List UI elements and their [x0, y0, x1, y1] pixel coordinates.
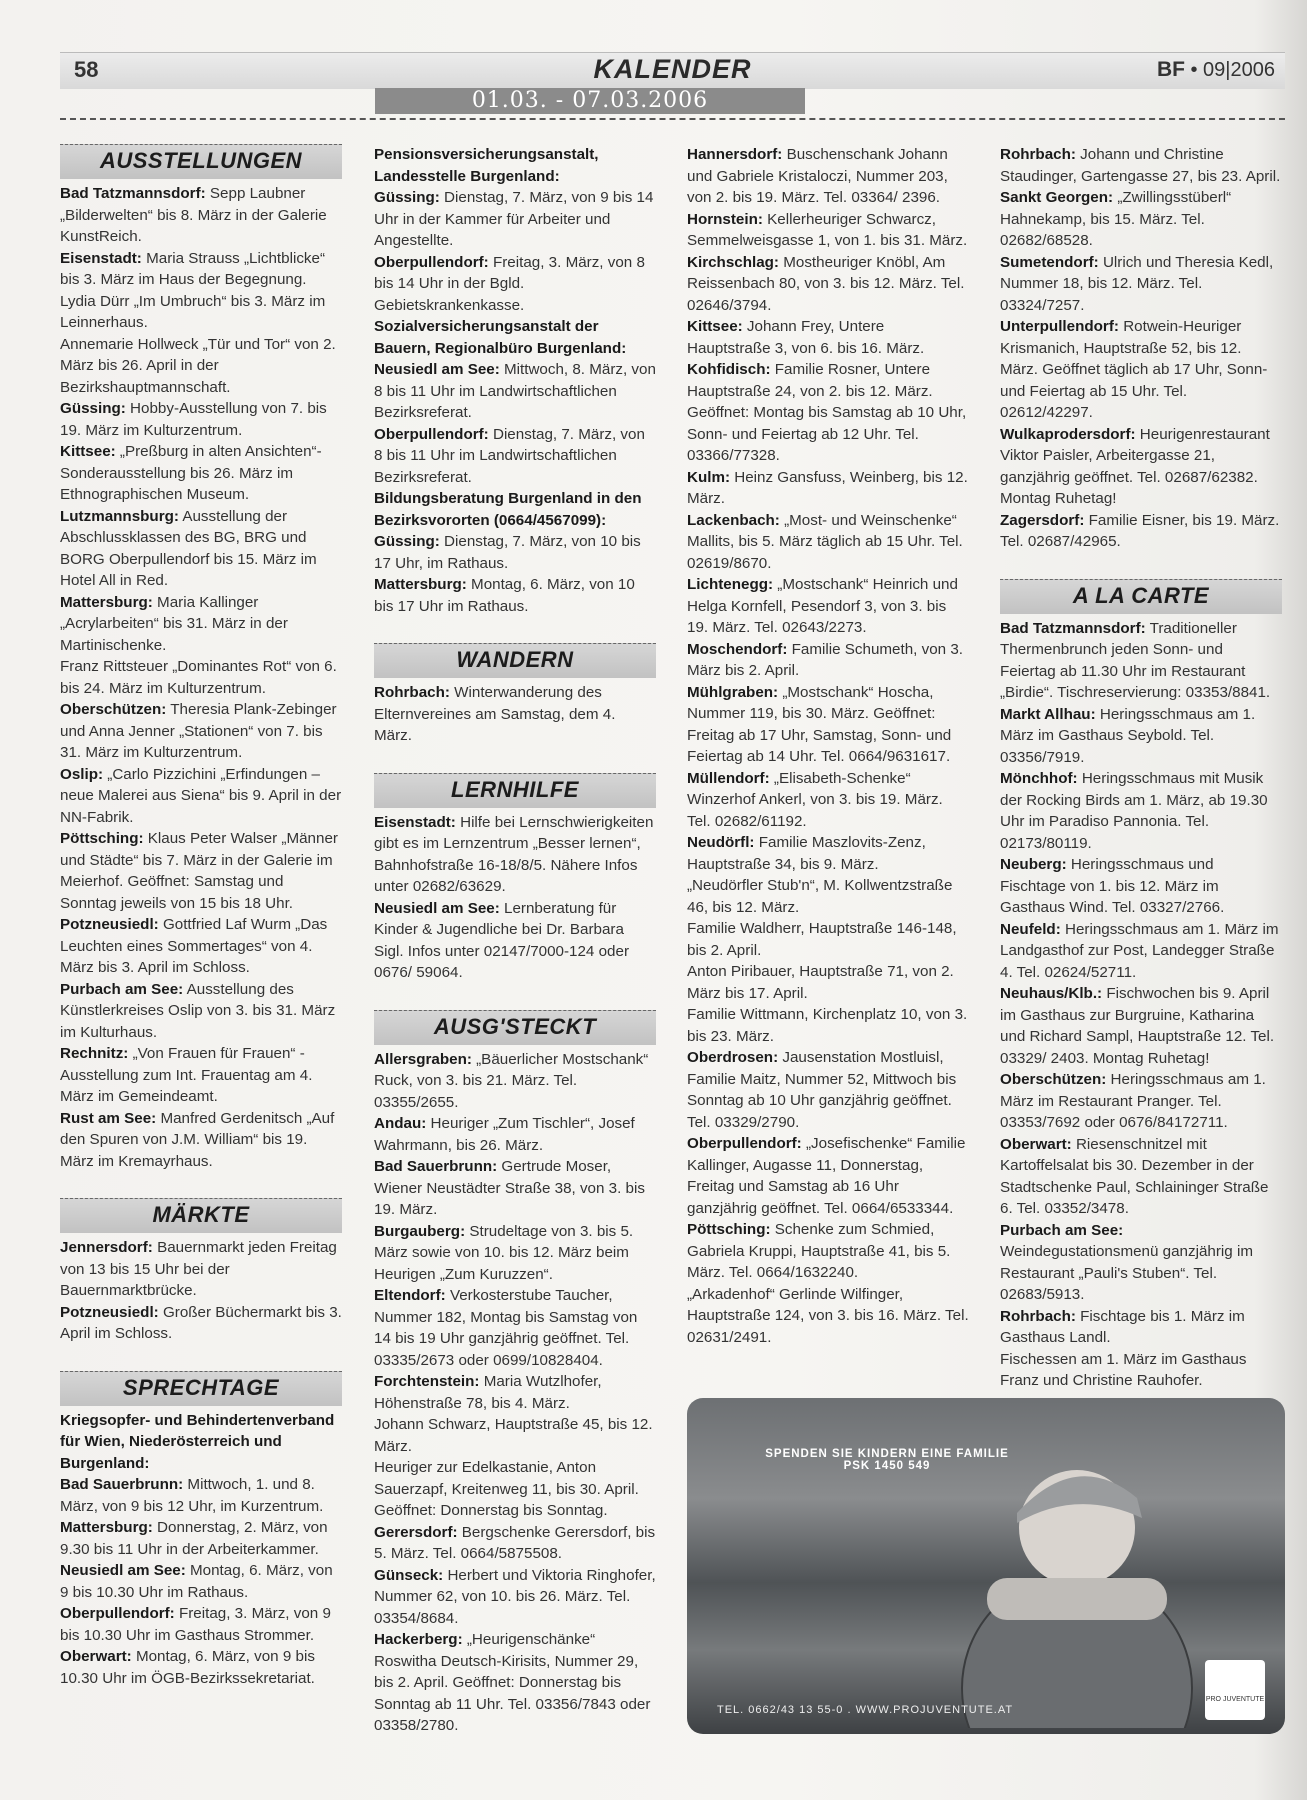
calendar-entry	[374, 1371, 656, 1414]
section-heading-ausstellungen: AUSSTELLUNGEN	[60, 144, 342, 179]
calendar-entry	[1000, 424, 1282, 510]
calendar-entry	[60, 291, 342, 334]
entry-location: Oberpullendorf:	[374, 425, 489, 443]
entry-text: Winterwanderung des Elternvereines am Samstag, dem 4. März.	[374, 684, 616, 744]
entry-text: „Mostschank“ Hoscha, Nummer 119, bis 30. März. Geöffnet: Freitag ab 17 Uhr, Samstag, Sonn- und Feiertag ab 14 Uhr. Tel. 0664/9631617.	[687, 683, 952, 765]
calendar-entry	[374, 316, 656, 359]
entry-location: Allersgraben:	[374, 1050, 472, 1068]
entry-location: Oberwart:	[1000, 1135, 1072, 1153]
entry-location: Neuberg:	[1000, 856, 1067, 873]
calendar-entry	[60, 979, 342, 1044]
entry-location: Andau:	[374, 1115, 427, 1132]
entry-text: „Bäuerlicher Mostschank“ Ruck, von 3. bis 21. März. Tel. 03355/2655.	[374, 1050, 649, 1111]
calendar-entry	[60, 1043, 342, 1108]
entry-text: Familie Rosner, Untere Hauptstraße 24, von 2. bis 12. März. Geöffnet: Montag bis Samstag ab 10 Uhr, Sonn- und Feiertag ab 12 Uhr. Tel. 03366/77328.	[687, 361, 967, 464]
section-gap	[374, 984, 656, 1010]
entry-location: Oslip:	[60, 765, 104, 783]
entry-text: Lydia Dürr „Im Umbruch“ bis 3. März im Leinnerhaus.	[60, 292, 326, 331]
calendar-entry	[60, 506, 342, 592]
calendar-entry	[1000, 1134, 1282, 1220]
entry-location: Moschendorf:	[687, 640, 788, 658]
entry-text: Heringsschmaus am 1. März im Gasthaus Seybold. Tel. 03356/7919.	[1000, 705, 1256, 766]
calendar-entry	[374, 1113, 656, 1156]
entry-location: Lutzmannsburg:	[60, 507, 179, 525]
calendar-entry	[60, 1237, 342, 1302]
entry-text: „Arkadenhof“ Gerlinde Wilfinger, Hauptstraße 124, von 3. bis 16. März. Tel. 02631/2491.	[687, 1285, 969, 1346]
entry-location: Neusiedl am See:	[374, 899, 500, 917]
calendar-entry	[374, 1049, 656, 1114]
calendar-entry	[374, 424, 656, 489]
entry-text: Gottfried Laf Wurm „Das Leuchten eines Sommertages“ von 4. März bis 3. April im Schloss.	[60, 916, 328, 976]
entry-text: Maria Strauss „Lichtblicke“ bis 3. März im Haus der Begegnung.	[60, 249, 326, 288]
calendar-entry	[1000, 704, 1282, 769]
entry-text: „Heurigenschänke“ Roswitha Deutsch-Kirisits, Nummer 29, bis 2. April. Geöffnet: Donnerstag bis Sonntag ab 11 Uhr. Tel. 03356/7843 oder 03358/2780.	[374, 1631, 651, 1734]
calendar-entry	[374, 144, 656, 187]
entry-text: Dienstag, 7. März, von 8 bis 11 Uhr im Landwirtschaftlichen Bezirksreferat.	[374, 425, 645, 486]
entry-location: Rohrbach:	[374, 684, 450, 701]
entry-text: Heringsschmaus am 1. März im Landgasthof zur Post, Landegger Straße 4. Tel. 02624/52711.	[1000, 920, 1279, 981]
entry-text: Familie Wittmann, Kirchenplatz 10, von 3. bis 23. März.	[687, 1006, 968, 1045]
calendar-entry	[374, 252, 656, 317]
entry-text: Dienstag, 7. März, von 10 bis 17 Uhr, im Rathaus.	[374, 533, 641, 572]
section-heading-ausg-steckt: AUSG'STECKT	[374, 1010, 656, 1045]
calendar-entry	[1000, 854, 1282, 919]
calendar-entry	[1000, 618, 1282, 704]
entry-location: Neudörfl:	[687, 834, 755, 851]
entry-text: Montag, 6. März, von 10 bis 17 Uhr im Rathaus.	[374, 576, 635, 615]
entry-text: Johann und Christine Staudinger, Gartengasse 27, bis 23. April.	[1000, 146, 1281, 185]
calendar-entry	[60, 699, 342, 764]
entry-text: „Carlo Pizzichini „Erfindungen – neue Malerei aus Siena“ bis 9. April in der NN-Fabrik.	[60, 765, 342, 826]
entry-text: „Zwillingsstüberl“ Hahnekamp, bis 15. März. Tel. 02682/68528.	[1000, 189, 1232, 249]
entry-text: Sepp Laubner „Bilderwelten“ bis 8. März in der Galerie KunstReich.	[60, 185, 327, 245]
entry-text: Theresia Plank-Zebinger und Anna Jenner „Stationen“ von 7. bis 31. März im Kulturzentrum.	[60, 701, 337, 761]
entry-location: Mattersburg:	[60, 593, 153, 611]
entry-text: Freitag, 3. März, von 8 bis 14 Uhr in der Bgld. Gebietskrankenkasse.	[374, 253, 645, 314]
entry-location: Günseck:	[374, 1566, 444, 1584]
entry-location: Güssing:	[374, 189, 440, 206]
calendar-entry	[374, 1565, 656, 1630]
entry-text: „Von Frauen für Frauen“ - Ausstellung zum Int. Frauentag am 4. März im Gemeindeamt.	[60, 1045, 313, 1105]
entry-text: Manfred Gerdenitsch „Auf den Spuren von J.M. William“ bis 19. März im Kremayrhaus.	[60, 1109, 335, 1170]
entry-location: Potzneusiedl:	[60, 916, 159, 933]
calendar-entry	[60, 764, 342, 829]
entry-text: Bergschenke Gerersdorf, bis 5. März. Tel. 0664/5875508.	[374, 1523, 656, 1562]
section-gap	[1000, 553, 1282, 579]
entry-location: Burgauberg:	[374, 1222, 466, 1240]
entry-location: Purbach am See:	[1000, 1221, 1124, 1239]
entry-text: Verkosterstube Taucher, Nummer 182, Montag bis Samstag von 14 bis 19 Uhr ganzjährig geöffnet. Tel. 03335/2673 oder 0699/10828404.	[374, 1287, 638, 1369]
calendar-entry	[374, 574, 656, 617]
calendar-entry	[687, 875, 969, 918]
magazine-brand	[1157, 58, 1275, 82]
calendar-entry	[60, 1302, 342, 1345]
entry-text: „Josefischenke“ Familie Kallinger, Augasse 11, Donnerstag, Freitag und Samstag ab 16 Uhr ganzjährig geöffnet. Tel. 0664/6533344.	[687, 1135, 966, 1217]
entry-location: Rechnitz:	[60, 1045, 129, 1062]
entry-text: Familie Schumeth, von 3. März bis 2. April.	[687, 640, 963, 679]
entry-text: Fischwochen bis 9. April im Gasthaus zur Burgruine, Katharina und Richard Sampl, Hauptstraße 12. Tel. 03329/ 2403. Montag Ruhetag!	[1000, 985, 1275, 1067]
calendar-entry	[687, 1284, 969, 1349]
header-divider	[60, 118, 1285, 120]
entry-location: Mühlgraben:	[687, 683, 779, 701]
calendar-entry	[60, 914, 342, 979]
calendar-entry	[60, 1108, 342, 1173]
entry-location: Hornstein:	[687, 210, 763, 228]
calendar-entry	[687, 467, 969, 510]
entry-text: Annemarie Hollweck „Tür und Tor“ von 2. März bis 26. April in der Bezirkshauptmannschaft.	[60, 335, 336, 396]
entry-text: Mittwoch, 8. März, von 8 bis 11 Uhr im Landwirtschaftlichen Bezirksreferat.	[374, 361, 656, 421]
entry-text: Ausstellung des Künstlerkreises Oslip von 3. bis 31. März im Kulturhaus.	[60, 980, 336, 1041]
column-4	[1000, 144, 1282, 1392]
calendar-entry	[60, 1646, 342, 1689]
section-gap	[374, 747, 656, 773]
entry-location: Kriegsopfer- und Behindertenverband für Wien, Niederösterreich und Burgenland:	[60, 1411, 335, 1472]
entry-text: Heinz Gansfuss, Weinberg, bis 12. März.	[687, 468, 968, 507]
entry-location: Lackenbach:	[687, 511, 780, 529]
calendar-entry	[1000, 187, 1282, 252]
calendar-entry	[1000, 1349, 1282, 1392]
entry-text: „Mostschank“ Heinrich und Helga Kornfell, Pesendorf 3, von 3. bis 19. März. Tel. 02643/2273.	[687, 576, 958, 636]
calendar-entry	[1000, 252, 1282, 317]
section-gap	[60, 1345, 342, 1371]
entry-location: Mönchhof:	[1000, 770, 1078, 787]
calendar-entry	[374, 359, 656, 424]
calendar-entry	[60, 183, 342, 248]
entry-text: „Neudörfler Stub'n“, M. Kollwentzstraße 46, bis 12. März.	[687, 877, 953, 916]
entry-location: Neusiedl am See:	[60, 1562, 186, 1579]
entry-text: Franz Rittsteuer „Dominantes Rot“ von 6. bis 24. März im Kulturzentrum.	[60, 658, 337, 697]
column-1	[60, 144, 342, 1689]
calendar-entry	[1000, 768, 1282, 854]
column-3	[687, 144, 969, 1348]
entry-text: Familie Maszlovits-Zenz, Hauptstraße 34, bis 9. März.	[687, 834, 926, 873]
calendar-entry	[374, 1285, 656, 1371]
entry-location: Bad Tatzmannsdorf:	[60, 185, 206, 202]
entry-location: Hannersdorf:	[687, 146, 783, 163]
calendar-entry	[687, 1133, 969, 1219]
entry-location: Eltendorf:	[374, 1287, 446, 1304]
entry-location: Kulm:	[687, 468, 731, 486]
calendar-entry	[1000, 1069, 1282, 1134]
ad-line-2: PSK 1450 549	[843, 1460, 931, 1472]
calendar-entry	[687, 1047, 969, 1133]
entry-text: Rotwein-Heuriger Krismanich, Hauptstraße 52, bis 12. März. Geöffnet täglich ab 17 Uhr, Sonn- und Feiertag ab 15 Uhr. Tel. 02612/42297.	[1000, 318, 1268, 421]
entry-text: Weindegustationsmenü ganzjährig im Restaurant „Pauli's Stuben“. Tel. 02683/5913.	[1000, 1243, 1253, 1303]
child-arms	[987, 1578, 1167, 1620]
entry-location: Müllendorf:	[687, 769, 770, 787]
entry-location: Eisenstadt:	[60, 249, 142, 267]
entry-text: Riesenschnitzel mit Kartoffelsalat bis 30. Dezember in der Stadtschenke Paul, Schlaininger Straße 6. Tel. 03352/3478.	[1000, 1135, 1269, 1217]
entry-text: Familie Waldherr, Hauptstraße 146-148, bis 2. April.	[687, 920, 957, 959]
date-range: 01.03. - 07.03.2006	[375, 88, 805, 114]
calendar-entry	[1000, 1220, 1282, 1306]
ad-footer: TEL. 0662/43 13 55-0 . WWW.PROJUVENTUTE.AT	[717, 1704, 1014, 1716]
calendar-entry	[60, 1474, 342, 1517]
calendar-entry	[687, 316, 969, 359]
calendar-entry	[60, 1560, 342, 1603]
calendar-entry	[1000, 510, 1282, 553]
entry-text: „Most- und Weinschenke“ Mallits, bis 5. März täglich ab 15 Uhr. Tel. 02619/8670.	[687, 511, 963, 572]
entry-text: Hobby-Ausstellung von 7. bis 19. März im Kulturzentrum.	[60, 400, 327, 439]
brand-name: BF	[1156, 58, 1185, 81]
calendar-entry	[60, 1410, 342, 1475]
calendar-entry	[687, 1004, 969, 1047]
entry-location: Bad Sauerbrunn:	[374, 1158, 498, 1175]
page-number: 58	[74, 57, 99, 82]
calendar-entry	[374, 1457, 656, 1522]
entry-text: Anton Piribauer, Hauptstraße 71, von 2. März bis 17. April.	[687, 963, 954, 1002]
calendar-entry	[374, 1414, 656, 1457]
entry-text: Klaus Peter Walser „Männer und Städte“ bis 7. März in der Galerie im Meierhof. Geöffnet: Samstag und Sonntag jeweils von 15 bis 18 Uhr.	[60, 830, 338, 912]
entry-text: Heuriger zur Edelkastanie, Anton Sauerzapf, Kreitenweg 11, bis 30. April. Geöffnet: Donnerstag bis Sonntag.	[374, 1459, 639, 1519]
calendar-entry	[687, 209, 969, 252]
entry-text: Fischtage bis 1. März im Gasthaus Landl.	[1000, 1307, 1245, 1346]
page-header	[60, 52, 1285, 89]
entry-text: Mostheuriger Knöbl, Am Reissenbach 80, von 3. bis 12. März. Tel. 02646/3794.	[687, 253, 965, 314]
calendar-entry	[374, 898, 656, 984]
section-heading-wandern: WANDERN	[374, 643, 656, 678]
entry-location: Potzneusiedl:	[60, 1303, 159, 1321]
entry-text: Ausstellung der Abschlussklassen des BG, BRG und BORG Oberpullendorf bis 15. März im Hotel All in Red.	[60, 507, 317, 589]
entry-text: Hilfe bei Lernschwierigkeiten gibt es im Lernzentrum „Besser lernen“, Bahnhofstraße 16-18/8/5. Nähere Infos unter 02682/63629.	[374, 813, 654, 895]
calendar-entry	[687, 918, 969, 961]
child-globe-illustration	[917, 1418, 1217, 1728]
calendar-entry	[374, 488, 656, 531]
entry-location: Neusiedl am See:	[374, 361, 500, 378]
entry-location: Bildungsberatung Burgenland in den Bezirksvororten (0664/4567099):	[374, 490, 642, 529]
entry-location: Zagersdorf:	[1000, 511, 1085, 529]
entry-text: Johann Frey, Untere Hauptstraße 3, von 6. bis 16. März.	[687, 318, 925, 357]
entry-location: Pensionsversicherungsanstalt, Landesstelle Burgenland:	[374, 146, 599, 185]
section-gap	[60, 1172, 342, 1198]
section-title: KALENDER	[593, 54, 752, 84]
calendar-entry	[374, 812, 656, 898]
entry-location: Sumetendorf:	[1000, 253, 1099, 271]
section-heading-a-la-carte: A LA CARTE	[1000, 579, 1282, 614]
calendar-entry	[60, 656, 342, 699]
entry-location: Sankt Georgen:	[1000, 189, 1114, 206]
entry-location: Mattersburg:	[374, 576, 467, 593]
calendar-entry	[687, 832, 969, 875]
entry-text: Maria Wutzlhofer, Höhenstraße 78, bis 4. März.	[374, 1373, 602, 1412]
calendar-entry	[687, 144, 969, 209]
calendar-entry	[1000, 316, 1282, 424]
calendar-entry	[374, 187, 656, 252]
entry-text: Heringsschmaus am 1. März im Restaurant Pranger. Tel. 03353/7692 oder 0676/84172711.	[1000, 1071, 1266, 1131]
entry-location: Gerersdorf:	[374, 1523, 458, 1541]
entry-text: Gertrude Moser, Wiener Neustädter Straße 38, von 3. bis 19. März.	[374, 1158, 645, 1218]
entry-location: Kohfidisch:	[687, 361, 771, 378]
entry-location: Oberschützen:	[60, 701, 167, 718]
calendar-entry	[1000, 1306, 1282, 1349]
entry-text: Dienstag, 7. März, von 9 bis 14 Uhr in der Kammer für Arbeiter und Angestellte.	[374, 189, 654, 249]
entry-location: Sozialversicherungsanstalt der Bauern, Regionalbüro Burgenland:	[374, 318, 627, 357]
entry-location: Pöttsching:	[60, 830, 144, 847]
calendar-entry	[60, 828, 342, 914]
entry-text: Großer Büchermarkt bis 3. April im Schloss.	[60, 1303, 342, 1342]
calendar-entry	[1000, 983, 1282, 1069]
calendar-entry	[60, 398, 342, 441]
calendar-entry	[687, 574, 969, 639]
calendar-entry	[687, 768, 969, 833]
calendar-entry	[60, 592, 342, 657]
calendar-entry	[1000, 144, 1282, 187]
entry-location: Oberpullendorf:	[687, 1135, 802, 1152]
entry-text: Heringsschmaus und Fischtage von 1. bis 12. März im Gasthaus Wind. Tel. 03327/2766.	[1000, 856, 1225, 916]
entry-text: Ulrich und Theresia Kedl, Nummer 18, bis 12. März. Tel. 03324/7257.	[1000, 253, 1274, 314]
entry-text: Mittwoch, 1. und 8. März, von 9 bis 12 Uhr, im Kurzentrum.	[60, 1476, 324, 1515]
entry-text: Schenke zum Schmied, Gabriela Kruppi, Hauptstraße 41, bis 5. März. Tel. 0664/1632240.	[687, 1221, 951, 1281]
entry-location: Güssing:	[374, 533, 440, 550]
calendar-entry	[1000, 919, 1282, 984]
calendar-entry	[687, 510, 969, 575]
calendar-entry	[374, 682, 656, 747]
entry-text: „Elisabeth-Schenke“ Winzerhof Ankerl, von 3. bis 19. März. Tel. 02682/61192.	[687, 769, 943, 830]
calendar-entry	[687, 682, 969, 768]
entry-text: Fischessen am 1. März im Gasthaus Franz und Christine Rauhofer.	[1000, 1350, 1247, 1389]
entry-location: Kittsee:	[687, 318, 743, 335]
entry-location: Hackerberg:	[374, 1631, 463, 1648]
calendar-entry	[374, 1522, 656, 1565]
entry-text: Montag, 6. März, von 9 bis 10.30 Uhr im ÖGB-Bezirkssekretariat.	[60, 1648, 315, 1687]
section-heading-m-rkte: MÄRKTE	[60, 1198, 342, 1233]
entry-text: Maria Kallinger „Acrylarbeiten“ bis 31. März in der Martinischenke.	[60, 593, 288, 654]
column-2	[374, 144, 656, 1737]
entry-location: Oberdrosen:	[687, 1049, 779, 1066]
entry-location: Purbach am See:	[60, 980, 184, 998]
entry-text: Donnerstag, 2. März, von 9.30 bis 11 Uhr in der Arbeiterkammer.	[60, 1519, 328, 1558]
entry-location: Pöttsching:	[687, 1221, 771, 1238]
entry-text: Bauernmarkt jeden Freitag von 13 bis 15 Uhr bei der Bauernmarktbrücke.	[60, 1239, 337, 1299]
entry-text: Traditioneller Thermenbrunch jeden Sonn- und Feiertag ab 11.30 Uhr im Restaurant „Birdie“. Tischreservierung: 03353/8841.	[1000, 619, 1271, 701]
entry-text: Jausenstation Mostluisl, Familie Maitz, Nummer 52, Mittwoch bis Sonntag ab 10 Uhr ganzjährig geöffnet. Tel. 03329/2790.	[687, 1049, 957, 1131]
calendar-entry	[687, 1219, 969, 1284]
calendar-entry	[374, 1221, 656, 1286]
entry-location: Jennersdorf:	[60, 1239, 153, 1256]
advertisement	[687, 1398, 1285, 1734]
calendar-entry	[687, 961, 969, 1004]
entry-location: Kirchschlag:	[687, 253, 779, 271]
calendar-entry	[687, 252, 969, 317]
issue-number: • 09|2006	[1190, 59, 1275, 81]
calendar-entry	[374, 1156, 656, 1221]
entry-location: Neuhaus/Klb.:	[1000, 985, 1103, 1002]
entry-text: Kellerheuriger Schwarcz, Semmelweisgasse 1, von 1. bis 31. März.	[687, 210, 968, 249]
entry-location: Eisenstadt:	[374, 813, 456, 831]
calendar-entry	[60, 1517, 342, 1560]
entry-location: Mattersburg:	[60, 1519, 153, 1536]
calendar-entry	[374, 531, 656, 574]
entry-location: Markt Allhau:	[1000, 705, 1096, 723]
entry-text: Montag, 6. März, von 9 bis 10.30 Uhr im Rathaus.	[60, 1562, 333, 1601]
section-gap	[374, 617, 656, 643]
entry-location: Unterpullendorf:	[1000, 318, 1119, 335]
entry-location: Oberpullendorf:	[60, 1605, 175, 1622]
entry-text: Heringsschmaus mit Musik der Rocking Birds am 1. März, ab 19.30 Uhr im Paradiso Pannonia. Tel. 02173/80119.	[1000, 770, 1268, 852]
section-heading-lernhilfe: LERNHILFE	[374, 773, 656, 808]
entry-location: Kittsee:	[60, 443, 116, 460]
entry-text: Heurigenrestaurant Viktor Paisler, Arbeitergasse 21, ganzjährig geöffnet. Tel. 02687/62382. Montag Ruhetag!	[1000, 425, 1270, 507]
entry-location: Neufeld:	[1000, 920, 1061, 938]
entry-text: Buschenschank Johann und Gabriele Kristaloczi, Nummer 203, von 2. bis 19. März. Tel. 03364/ 2396.	[687, 146, 948, 206]
entry-text: Lernberatung für Kinder & Jugendliche bei Dr. Barbara Sigl. Infos unter 02147/7000-124 oder 0676/ 59064.	[374, 899, 629, 981]
entry-location: Rust am See:	[60, 1109, 157, 1127]
calendar-entry	[60, 441, 342, 506]
entry-location: Bad Tatzmannsdorf:	[1000, 619, 1146, 637]
calendar-entry	[60, 248, 342, 291]
calendar-entry	[60, 1603, 342, 1646]
calendar-entry	[60, 334, 342, 399]
entry-text: Strudeltage von 3. bis 5. März sowie von 10. bis 12. März beim Heurigen „Zum Kuruzzen“.	[374, 1222, 634, 1283]
entry-text: Herbert und Viktoria Ringhofer, Nummer 62, von 10. bis 26. März. Tel. 03354/8684.	[374, 1566, 656, 1627]
entry-location: Oberwart:	[60, 1648, 132, 1665]
calendar-entry	[374, 1629, 656, 1737]
calendar-entry	[687, 639, 969, 682]
entry-location: Oberschützen:	[1000, 1071, 1107, 1088]
entry-location: Lichtenegg:	[687, 576, 774, 593]
calendar-entry	[687, 359, 969, 467]
entry-location: Rohrbach:	[1000, 1307, 1076, 1325]
entry-location: Rohrbach:	[1000, 146, 1076, 163]
pro-juventute-logo: PRO JUVENTUTE	[1205, 1660, 1265, 1720]
entry-location: Güssing:	[60, 400, 126, 417]
entry-location: Oberpullendorf:	[374, 253, 489, 271]
entry-location: Bad Sauerbrunn:	[60, 1476, 184, 1493]
entry-text: Freitag, 3. März, von 9 bis 10.30 Uhr im Gasthaus Strommer.	[60, 1605, 331, 1644]
ad-line-1: SPENDEN SIE KINDERN EINE FAMILIE	[765, 1448, 1009, 1460]
entry-text: Heuriger „Zum Tischler“, Josef Wahrmann, bis 26. März.	[374, 1115, 635, 1154]
entry-text: Familie Eisner, bis 19. März. Tel. 02687/42965.	[1000, 511, 1280, 550]
section-heading-sprechtage: SPRECHTAGE	[60, 1371, 342, 1406]
entry-location: Wulkaprodersdorf:	[1000, 425, 1136, 443]
entry-text: „Preßburg in alten Ansichten“- Sonderausstellung bis 26. März im Ethnographischen Museum.	[60, 443, 322, 503]
entry-text: Johann Schwarz, Hauptstraße 45, bis 12. März.	[374, 1416, 653, 1455]
entry-location: Forchtenstein:	[374, 1373, 480, 1390]
